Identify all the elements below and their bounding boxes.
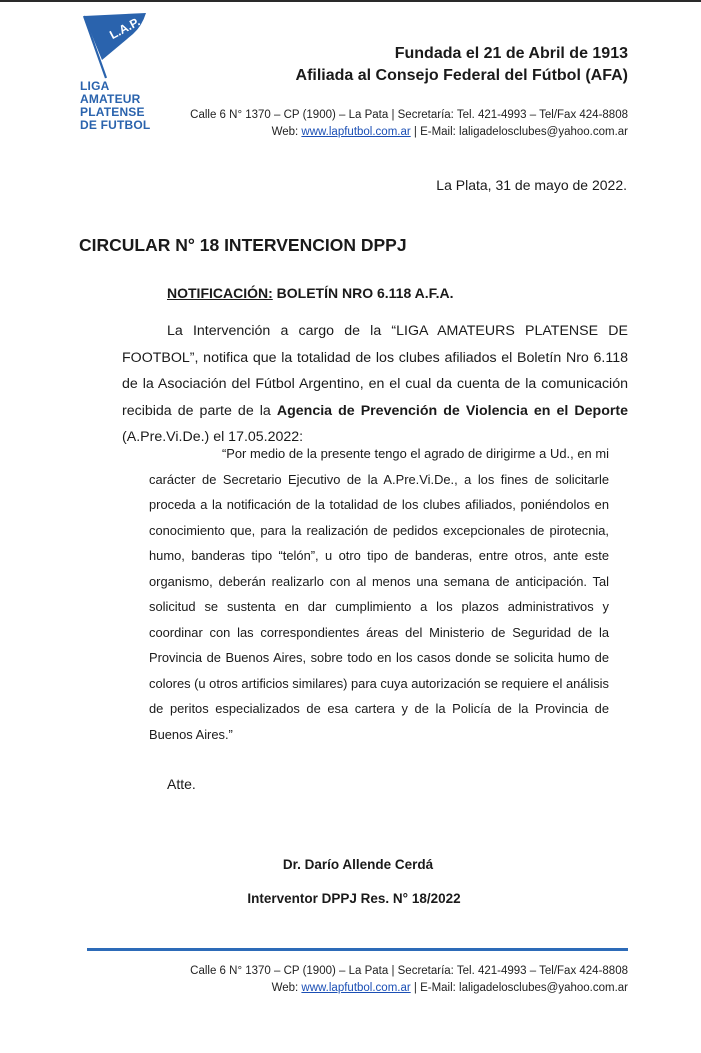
web-label: Web: [271,126,302,138]
header-web-email [272,126,628,138]
letter-date: La Plata, 31 de mayo de 2022. [436,177,627,193]
quoted-communication: “Por medio de la presente tengo el agrado de dirigirme a Ud., en mi carácter de Secretario Ejecutivo de la A.Pre.Vi.De., a los fines de solicitarle proceda a la notificación de la totalidad de los clubes afiliados, poniéndolos en conocimiento que, para la realización de pedidos excepcionales de pirotecnia, humo, banderas tipo “telón”, u otro tipo de banderas, entre otros, ante este organismo, deberán realizarlo con al menos una semana de anticipación. Tal solicitud se sustenta en dar cumplimiento a los plazos administrativos y coordinar con las correspondientes áreas del Ministerio de Seguridad de la Provincia de Buenos Aires, sobre todo en los casos donde se solicita humo de colores (u otros artificios similares) para cuya autorización se requiere el análisis de peritos especializados de esa cartera y de la Policía de la Provincia de Buenos Aires.” [149,446,609,742]
logo-line: PLATENSE [80,105,145,119]
website-link[interactable]: www.lapfutbol.com.ar [301,982,411,994]
circular-title: CIRCULAR N° 18 INTERVENCION DPPJ [79,235,407,255]
notification-heading [167,285,454,301]
email-text: | E-Mail: laligadelosclubes@yahoo.com.ar [410,126,628,138]
closing: Atte. [167,776,196,792]
founded-line: Fundada el 21 de Abril de 1913 [394,45,628,62]
intro-paragraph [122,318,628,451]
web-label: Web: [271,982,302,994]
intro-text: La Intervención a cargo de la “LIGA AMATEURS PLATENSE DE FOOTBOL”, notifica que la totalidad de los clubes afiliados el Boletín Nro 6.118 de la Asociación del Fútbol Argentino, en el cual da cuenta de la comunicación recibida de parte de la [122,323,628,419]
affiliation-line: Afiliada al Consejo Federal del Fútbol (AFA) [295,67,628,84]
website-link[interactable]: www.lapfutbol.com.ar [301,126,411,138]
footer-rule [87,948,628,951]
logo-line: LIGA [80,79,110,93]
footer-address: Calle 6 N° 1370 – CP (1900) – La Pata | Secretaría: Tel. 421-4993 – Tel/Fax 424-8808 [190,965,628,977]
league-logo [76,8,166,140]
logo-abbrev: L.A.P. [107,14,143,43]
agency-name: Agencia de Prevención de Violencia en el Deporte [276,402,628,419]
signatory-role: Interventor DPPJ Res. N° 18/2022 [247,891,461,906]
header-address: Calle 6 N° 1370 – CP (1900) – La Pata | Secretaría: Tel. 421-4993 – Tel/Fax 424-8808 [190,109,628,121]
notification-label: NOTIFICACIÓN: [167,285,273,301]
intro-text-end: (A.Pre.Vi.De.) el 17.05.2022: [122,429,304,445]
signatory-name: Dr. Darío Allende Cerdá [282,857,434,872]
footer-web-email [272,982,628,994]
email-text: | E-Mail: laligadelosclubes@yahoo.com.ar [410,982,628,994]
logo-wordmark [80,80,150,132]
logo-line: AMATEUR [80,92,141,106]
notification-text: BOLETÍN NRO 6.118 A.F.A. [272,285,454,301]
top-border [0,0,701,2]
logo-line: DE FUTBOL [80,118,151,132]
